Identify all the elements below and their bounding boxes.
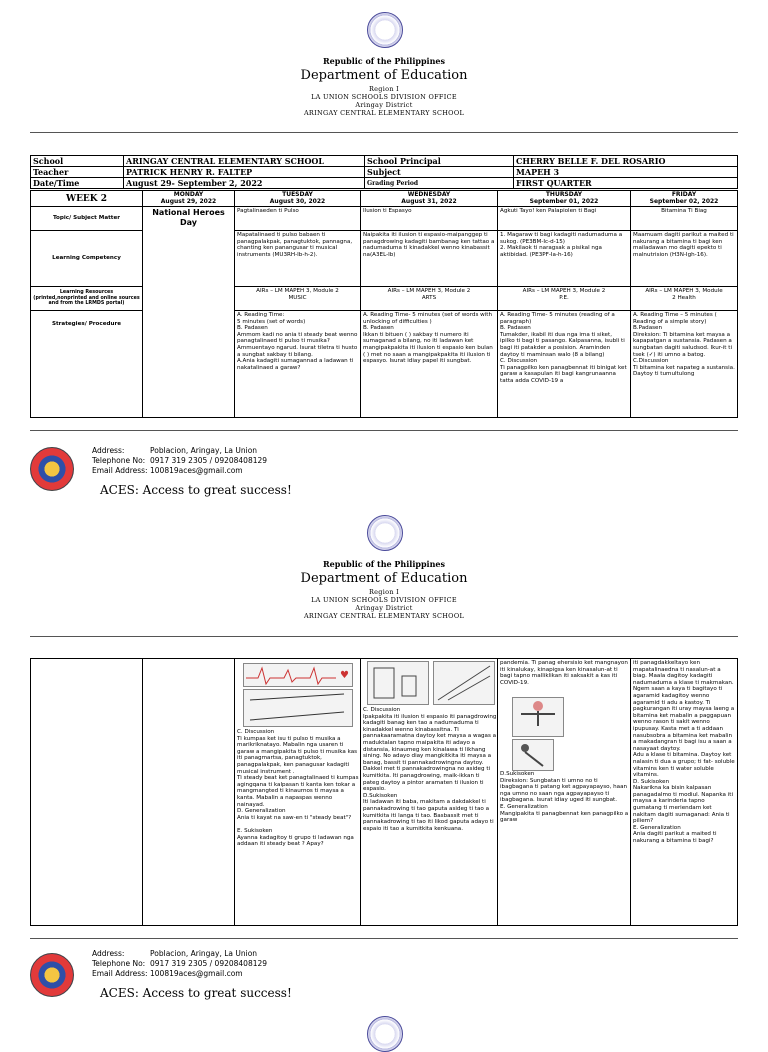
division-label: LA UNION SCHOOLS DIVISION OFFICE xyxy=(311,93,457,101)
principal-value: CHERRY BELLE F. DEL ROSARIO xyxy=(514,156,738,167)
info-table xyxy=(30,155,738,189)
p2-wednesday-text: C. Discussion Ipakpakita iti ilusion ti espasio iti panagdrowing kadagiti banag ken tao a nadumaduma ti kinadakkel wenno kinabassitna. Ti pannakaaramatna daytoy ket maysa a wagas a maduktalan tapno maipakita iti adayo a distansia, kinaumeg ken kinalawa ti likhang sining. No adayo diay mangkitkita iti maysa a banag, bassit ti pannakadrowingna daytoy. Dakkel met ti pannakadrowingna no asideg ti kumitkita. Iti panagdrowing, maik-ikkan ti pateg daytoy a pintor aramaten ti ilusion ti espasio. D.Sukisoken Iti ladawan iti baba, makitam a dakdakkel ti pannakadrowing ti tao gaputa asideg ti tao a kumitkita iti langa ti tao. Basbassit met ti pannakadrowing ti tao iti likod gaputa adayo ti espaio iti tao a kumitkita kenkuana. xyxy=(363,707,497,832)
footer-contact-1: Address: Poblacion, Aringay, La Union Telephone No: 0917 319 2305 / 09208408129 Email Address: 100819aces@gmail.com xyxy=(92,446,268,475)
strategies-wednesday: A. Reading Time- 5 minutes (set of words with unlocking of difficulties ) B. Padasen Ikkan ti bituen ( ) sakbay ti numero iti sumaganad a bilang, no iti ladawan ket mangipakpakita iti ilusion ti espasio ken bulan ( ) met no saan a mangipakpakita iti ilusion ti espasyo. Isurat idiay papel iti sungbat. xyxy=(360,310,498,418)
district-label-2: Aringay District xyxy=(355,604,413,612)
header-divider-2 xyxy=(30,636,738,637)
svg-text:♥: ♥ xyxy=(340,670,349,681)
subject-label: Subject xyxy=(365,167,514,178)
strategies-row-label: Strategies/ Procedure xyxy=(30,310,143,418)
department-title-2: Department of Education xyxy=(300,571,468,586)
resources-row-label: Learning Resources (printed,nonprinted and online sources and from the LRMDS portal) xyxy=(30,286,143,311)
aces-logo-icon xyxy=(30,447,74,491)
subject-value: MAPEH 3 xyxy=(514,167,738,178)
school-value: ARINGAY CENTRAL ELEMENTARY SCHOOL xyxy=(124,156,365,167)
footer-divider-2 xyxy=(30,938,738,939)
p2-thursday-cell xyxy=(497,658,631,926)
monday-holiday: National Heroes Day xyxy=(142,206,235,418)
deped-seal-icon-2 xyxy=(367,515,403,551)
region-label: Region I xyxy=(368,85,400,93)
day-header-friday: FRIDAY September 02, 2022 xyxy=(630,190,738,207)
competency-friday: Maamuam dagiti parikut a maited ti nakurang a bitamina ti bagi ken mailadawan mo dagiti epekto ti malnutrision (H3N-Igh-16). xyxy=(630,230,738,287)
division-label-2: LA UNION SCHOOLS DIVISION OFFICE xyxy=(311,596,457,604)
topic-thursday: Agkuti Tayo! ken Palapiolen ti Bagi xyxy=(497,206,631,231)
p2-wednesday-cell xyxy=(360,658,498,926)
footer-contact-2: Address: Poblacion, Aringay, La Union Telephone No: 0917 319 2305 / 09208408129 Email Address: 100819aces@gmail.com xyxy=(92,949,268,978)
deped-seal-icon xyxy=(367,12,403,48)
p2-thursday-text-2: D.Sukisoken Direksion: Sungbatan ti umno no ti ibagbagana ti patang ket agpayapayso, haan nga umno no saan nga agpayapayso ti ibagbagana. Isurat idiay uged iti sungbat. E. Generalization Mangipakita ti panagbennat ken panagpilko a garaw xyxy=(500,771,629,824)
topic-row-label: Topic/ Subject Matter xyxy=(30,206,143,231)
school-name-header: ARINGAY CENTRAL ELEMENTARY SCHOOL xyxy=(303,109,465,117)
school-label: School xyxy=(31,156,124,167)
resources-friday: AIRs – LM MAPEH 3, Module 2 Health xyxy=(630,286,738,311)
teacher-value: PATRICK HENRY R. FALTEP xyxy=(124,167,365,178)
strategies-friday: A. Reading Time – 5 minutes ( Reading of a simple story) B.Padasen Direksion: Ti bitamina ket maysa a kapapatgan a sustansia. Padasen a sungbatan dagiti saludsod. Ikur-it ti tsek (✓) iti umno a batog. C.Discussion Ti bitamina ket napateg a sustansia. Daytoy ti tumultulong xyxy=(630,310,738,418)
competency-row-label: Learning Competency xyxy=(30,230,143,287)
competency-tuesday: Mapatalinaed ti pulso babaen ti panagpalakpak, panagtuktok, pannagna, chanting ken panangusar ti musical instruments (MU3RH-Ib-h-2). xyxy=(234,230,361,287)
resources-wednesday: AIRs – LM MAPEH 3, Module 2 ARTS xyxy=(360,286,498,311)
grading-period-value: FIRST QUARTER xyxy=(514,178,738,189)
strategies-tuesday: A. Reading Time: 5 minutes (set of words) B. Padasen Ammom kadi no ania ti steady beat wenno panagtalinaed ti pulso ti musika? Ammuentayo ngarud. Isurat tiletra ti husto a sungbat sakbay ti bilang. A.Ania kadagiti sumagannad a ladawan ti nakatalinaed a garaw? xyxy=(234,310,361,418)
competency-thursday: 1. Magaraw ti bagi kadagiti nadumaduma a sukog. (PE3BM-Ic-d-15) 2. Makilaok ti naragsak a pisikal nga aktibidad. (PE3PF-Ia-h-16) xyxy=(497,230,631,287)
p2-tuesday-cell xyxy=(234,658,361,926)
topic-wednesday: Ilusion ti Espasyo xyxy=(360,206,498,231)
space-illusion-image-2 xyxy=(433,661,495,705)
topic-tuesday: Pagtalinaeden ti Pulso xyxy=(234,206,361,231)
exercise-image-1 xyxy=(512,697,564,737)
day-header-wednesday: WEDNESDAY August 31, 2022 xyxy=(360,190,498,207)
school-name-header-2: ARINGAY CENTRAL ELEMENTARY SCHOOL xyxy=(303,612,465,620)
motto-2: ACES: Access to great success! xyxy=(100,986,292,1000)
aces-logo-icon-2 xyxy=(30,953,74,997)
topic-friday: Bitamina Ti Biag xyxy=(630,206,738,231)
republic-label: Republic of the Philippines xyxy=(322,56,445,66)
strategies-thursday: A. Reading Time- 5 minutes (reading of a paragraph) B. Padasen Tumakder, ikabil iti dua nga ima ti siket, ipilko ti bagi ti pasango. Kalpasanna, isubli ti bagi iti patakder a posision. Araminden daytoy ti maminsan walo (8 a bilang) C. Discussion Ti panagpilko ken panagbennat iti binigat ket garaw a kasapulan iti bagi kangrunaanna tatta adda COVID-19 a xyxy=(497,310,631,418)
resources-thursday: AIRs – LM MAPEH 3, Module 2 P.E. xyxy=(497,286,631,311)
region-label-2: Region I xyxy=(368,588,400,596)
p2-friday-text: iti panagdakkeltayo ken mapatalinaedna ti nasalun-at a biag. Maala dagitoy kadagiti nadumaduma a klase ti makmakan. Ngem saan a kaya ti bagitayo ti agaramid kadagitoy wenno agaramid ti adu a kastoy. Ti pagkurangan iti uray maysa laeng a bitamina ket mabalin a paggapuan wenno rason ti sakit wenno ipupusay. Kasta met a ti addaan nasubsobra a bitamina ket mabalin a makadangran ti bagi isu a saan a nasayaat daytoy. Adu a klase ti bitamina. Daytoy ket nalasin ti dua a grupo; ti fat- soluble vitamins ken ti water soluble vitamins. D. Sukisoken Nakarikna ka bisin kalpasan panagadalmo ti modiul. Napanka iti maysa a karinderia tapno gumatang ti meriendam ket nakitam dagiti sumaganad: Ania ti piliem? E. Generalization Ania dagiti parikut a maited ti nakurang a bitamina ti bagi? xyxy=(630,658,738,926)
exercise-image-2 xyxy=(512,739,554,771)
teacher-label: Teacher xyxy=(31,167,124,178)
principal-label: School Principal xyxy=(365,156,514,167)
day-header-tuesday: TUESDAY August 30, 2022 xyxy=(234,190,361,207)
date-label: Date/Time xyxy=(31,178,124,189)
header-divider xyxy=(30,132,738,133)
p2-thursday-text-1: pandemia. Ti panag ehersisio ket mangnayon iti kinalukay, kinapigsa ken kinasalun-at ti bagi tapno malliklikan iti saksakit a kas iti COVID-19. xyxy=(500,660,628,686)
p2-tuesday-text: C. Discussion Ti kumpas ket isu ti pulso ti musika a marikriknatayo. Mabalin nga usaren ti garaw a mangipakita ti pulso ti musika kas iti panagmartsa, panagtuktok, panagpalakpak, ken panagusar kadagiti musical instrument . Ti steady beat ket panagtalinaed ti kumpas agingqana ti kalpasan ti kanta ken tokar a mangmangted ti kinaurnos ti maysa a kanta. Mabalin a napaspas wenno nainayad. D. Generalization Ania ti kayat na saw-en ti "steady beat"? E. Sukisoken Ayanna kadagitoy ti grupo ti ladawan nga addaan iti steady beat ? Apay? xyxy=(237,729,359,848)
motto-1: ACES: Access to great success! xyxy=(100,483,292,497)
footer-divider-1 xyxy=(30,430,738,431)
day-header-thursday: THURSDAY September 01, 2022 xyxy=(497,190,631,207)
grading-period-label: Grading Period xyxy=(365,178,514,189)
week-label: WEEK 2 xyxy=(30,190,143,207)
heartbeat-image xyxy=(243,663,353,687)
resources-tuesday: AIRs – LM MAPEH 3, Module 2 MUSIC xyxy=(234,286,361,311)
date-value: August 29- September 2, 2022 xyxy=(124,178,365,189)
p2-monday-cell xyxy=(142,658,235,926)
music-steady-beat-image xyxy=(243,689,353,727)
republic-label-2: Republic of the Philippines xyxy=(322,559,445,569)
p2-label-cell xyxy=(30,658,143,926)
day-header-monday: MONDAY August 29, 2022 xyxy=(142,190,235,207)
deped-seal-icon-3 xyxy=(367,1016,403,1052)
department-title: Department of Education xyxy=(300,68,468,83)
space-illusion-image-1 xyxy=(367,661,429,705)
district-label: Aringay District xyxy=(355,101,413,109)
competency-wednesday: Naipakita iti ilusion ti espasio-maipanggep ti panagdrowing kadagiti bambanag ken tattao a nadumaduma ti kinadakkel wenno kinabassit na(A3EL-Ib) xyxy=(360,230,498,287)
